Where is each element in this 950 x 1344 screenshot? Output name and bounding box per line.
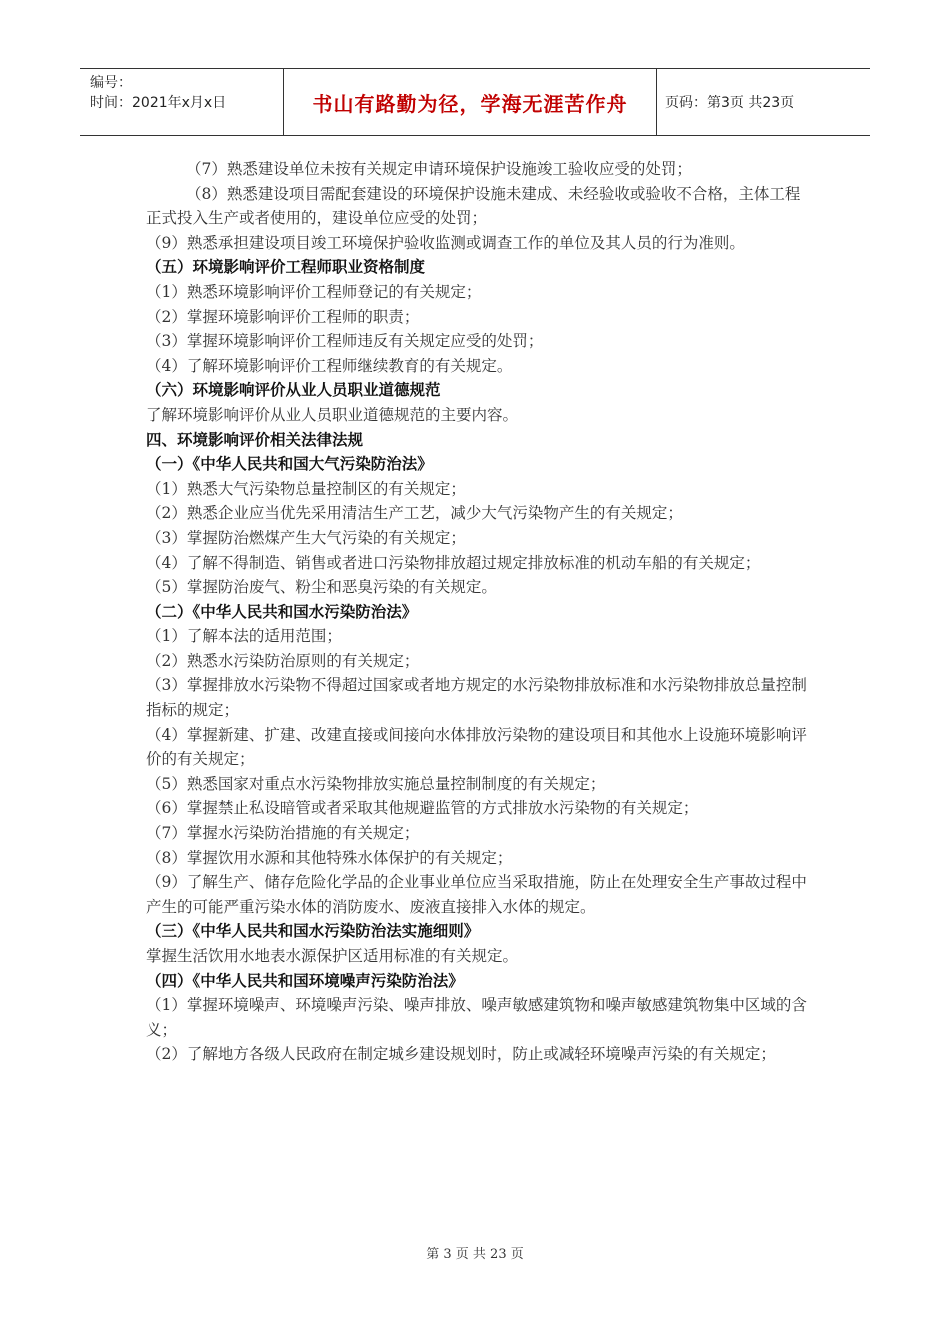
body-paragraph: （6）掌握禁止私设暗管或者采取其他规避监管的方式排放水污染物的有关规定； [146,799,699,818]
page-header [80,68,870,136]
body-paragraph: （7）熟悉建设单位未按有关规定申请环境保护设施竣工验收应受的处罚； [186,160,692,178]
body-paragraph: （2）熟悉水污染防治原则的有关规定； [146,651,420,670]
body-paragraph: （1）了解本法的适用范围； [146,627,342,646]
header-motto: 书山有路勤为径，学海无涯苦作舟 [283,69,657,135]
document-body [146,157,812,1067]
body-paragraph: （4）了解不得制造、销售或者进口污染物排放超过规定排放标准的机动车船的有关规定； [146,553,761,572]
body-paragraph: （9）熟悉承担建设项目竣工环境保护验收监测或调查工作的单位及其人员的行为准则。 [146,233,745,252]
section-heading: （四）《中华人民共和国环境噪声污染防治法》 [146,971,464,990]
document-time: 时间：2021年x月x日 [90,95,227,111]
section-heading: （六）环境影响评价从业人员职业道德规范 [146,381,441,400]
body-paragraph: （1）熟悉大气污染物总量控制区的有关规定； [146,479,466,498]
body-paragraph: （8）熟悉建设项目需配套建设的环境保护设施未建成、未经验收或验收不合格，主体工程正式投入生产或者使用的，建设单位应受的处罚； [146,184,801,228]
body-paragraph: 了解环境影响评价从业人员职业道德规范的主要内容。 [146,405,519,424]
body-paragraph: （7）掌握水污染防治措施的有关规定； [146,824,420,843]
body-paragraph: （2）掌握环境影响评价工程师的职责； [146,307,420,326]
body-paragraph: （3）掌握环境影响评价工程师违反有关规定应受的处罚； [146,332,544,351]
header-page-info: 页码：第3页 共23页 [665,95,795,111]
body-paragraph: （3）掌握排放水污染物不得超过国家或者地方规定的水污染物排放标准和水污染物排放总量控制指标的规定； [146,676,807,720]
body-paragraph: （5）熟悉国家对重点水污染物排放实施总量控制制度的有关规定； [146,774,606,793]
body-paragraph: （4）了解环境影响评价工程师继续教育的有关规定。 [146,356,513,375]
body-paragraph: （2）熟悉企业应当优先采用清洁生产工艺，减少大气污染物产生的有关规定； [146,504,683,523]
section-heading: （三）《中华人民共和国水污染防治法实施细则》 [146,922,480,941]
body-paragraph: （5）掌握防治废气、粉尘和恶臭污染的有关规定。 [146,578,497,597]
body-paragraph: （1）熟悉环境影响评价工程师登记的有关规定； [146,282,482,301]
section-heading: （二）《中华人民共和国水污染防治法》 [146,602,418,621]
section-heading: （五）环境影响评价工程师职业资格制度 [146,258,426,277]
body-paragraph: （3）掌握防治燃煤产生大气污染的有关规定； [146,528,466,547]
body-paragraph: （4）掌握新建、扩建、改建直接或间接向水体排放污染物的建设项目和其他水上设施环境影响评价的有关规定； [146,725,807,769]
page-footer: 第 3 页 共 23 页 [426,1247,524,1262]
body-paragraph: （2）了解地方各级人民政府在制定城乡建设规划时，防止或减轻环境噪声污染的有关规定； [146,1045,776,1064]
section-heading: （一）《中华人民共和国大气污染防治法》 [146,455,433,474]
section-heading: 四、环境影响评价相关法律法规 [146,430,364,449]
body-paragraph: （9）了解生产、储存危险化学品的企业事业单位应当采取措施，防止在处理安全生产事故过程中产生的可能严重污染水体的消防废水、废液直接排入水体的规定。 [146,873,807,916]
body-paragraph: （8）掌握饮用水源和其他特殊水体保护的有关规定； [146,848,513,867]
body-paragraph: （1）掌握环境噪声、环境噪声污染、噪声排放、噪声敏感建筑物和噪声敏感建筑物集中区域的含义； [146,996,807,1039]
body-paragraph: 掌握生活饮用水地表水源保护区适用标准的有关规定。 [146,947,519,965]
header-meta [80,69,283,135]
document-number-label: 编号： [90,75,132,91]
